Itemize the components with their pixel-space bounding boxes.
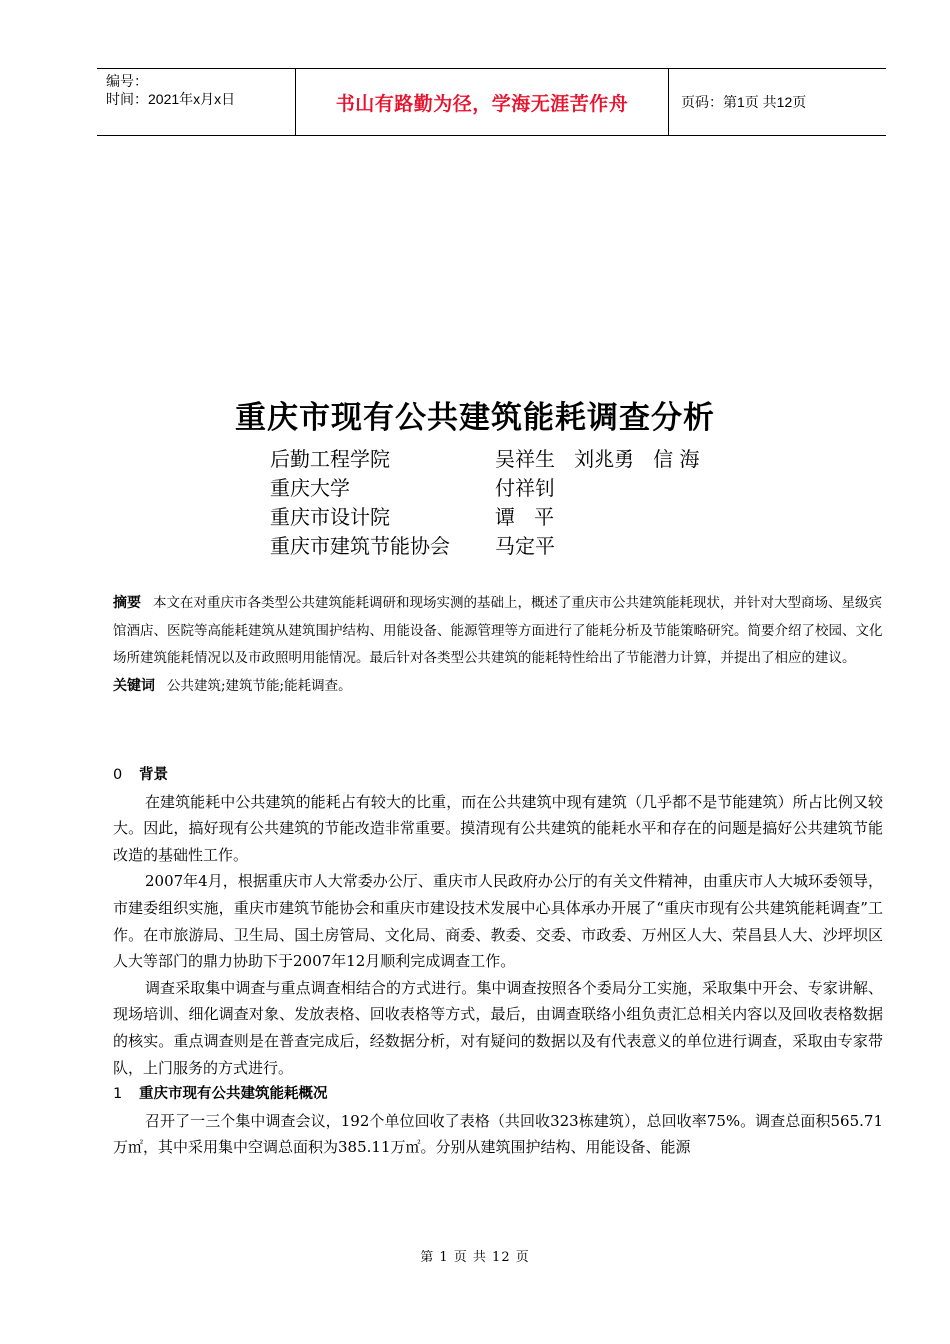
abstract (113, 590, 883, 673)
author-names: 付祥钊 (495, 476, 555, 500)
keywords-text: 公共建筑;建筑节能;能耗调查。 (167, 677, 352, 694)
author-names: 马定平 (495, 534, 555, 558)
paragraph: 在建筑能耗中公共建筑的能耗占有较大的比重，而在公共建筑中现有建筑（几乎都不是节能建筑）所占比例又较大。因此，搞好现有公共建筑的节能改造非常重要。摸清现有公共建筑的能耗水平和存在的问题是搞好公共建筑节能改造的基础性工作。 (113, 792, 883, 864)
section-title: 重庆市现有公共建筑能耗概况 (139, 1086, 328, 1103)
author-institution: 重庆市建筑节能协会 (270, 534, 450, 558)
document-body (113, 762, 883, 1161)
section-number: 1 (113, 1086, 123, 1103)
abstract-text: 本文在对重庆市各类型公共建筑能耗调研和现场实测的基础上，概述了重庆市公共建筑能耗现状，并针对大型商场、星级宾馆酒店、医院等高能耗建筑从建筑围护结构、用能设备、能源管理等方面进行了能耗分析及节能策略研究。简要介绍了校园、文化场所建筑能耗情况以及市政照明用能情况。最后针对各类型公共建筑的能耗特性给出了节能潜力计算，并提出了相应的建议。 (113, 595, 883, 666)
author-list (270, 445, 700, 561)
author-row (270, 532, 700, 561)
abstract-label: 摘要 (113, 595, 141, 611)
paragraph: 2007年4月，根据重庆市人大常委办公厅、重庆市人民政府办公厅的有关文件精神，由重庆市人大城环委领导，市建委组织实施，重庆市建筑节能协会和重庆市建设技术发展中心具体承办开展了“重庆市现有公共建筑能耗调查”工作。在市旅游局、卫生局、国土房管局、文化局、商委、教委、交委、市政委、万州区人大、荣昌县人大、沙坪坝区人大等部门的鼎力协助下于2007年12月顺利完成调查工作。 (113, 872, 883, 971)
author-names: 谭 平 (495, 505, 555, 529)
author-institution: 重庆市设计院 (270, 505, 390, 529)
abstract-block (113, 590, 883, 700)
section-heading (113, 762, 883, 789)
author-institution: 重庆大学 (270, 476, 350, 500)
author-row (270, 445, 700, 474)
header-time: 时间：2021年x月x日 (106, 91, 236, 107)
header-motto: 书山有路勤为径，学海无涯苦作舟 (296, 69, 669, 135)
paragraph: 调查采取集中调查与重点调查相结合的方式进行。集中调查按照各个委局分工实施，采取集中开会、专家讲解、现场培训、细化调查对象、发放表格、回收表格等方式，最后，由调查联络小组负责汇总相关内容以及回收表格数据的核实。重点调查则是在普查完成后，经数据分析，对有疑问的数据以及有代表意义的单位进行调查，采取由专家带队，上门服务的方式进行。 (113, 978, 883, 1077)
document-title: 重庆市现有公共建筑能耗调查分析 (235, 400, 715, 436)
author-institution: 后勤工程学院 (270, 447, 390, 471)
header-page: 页码：第1页 共12页 (681, 94, 807, 110)
keywords-label: 关键词 (113, 677, 155, 694)
page-footer: 第 1 页 共 12 页 (420, 1250, 530, 1265)
page-header (97, 68, 886, 136)
keywords (113, 673, 883, 701)
header-meta (97, 69, 296, 135)
author-names: 吴祥生 刘兆勇 信 海 (495, 447, 700, 471)
header-number: 编号： (106, 73, 148, 89)
section-number: 0 (113, 767, 123, 783)
section-heading (113, 1081, 883, 1108)
section-title: 背景 (139, 767, 168, 783)
paragraph: 召开了一三个集中调查会议，192个单位回收了表格（共回收323栋建筑），总回收率75%。调查总面积565.71万㎡，其中采用集中空调总面积为385.11万㎡。分别从建筑围护结构、用能设备、能源 (113, 1111, 883, 1157)
author-row (270, 503, 700, 532)
author-row (270, 474, 700, 503)
